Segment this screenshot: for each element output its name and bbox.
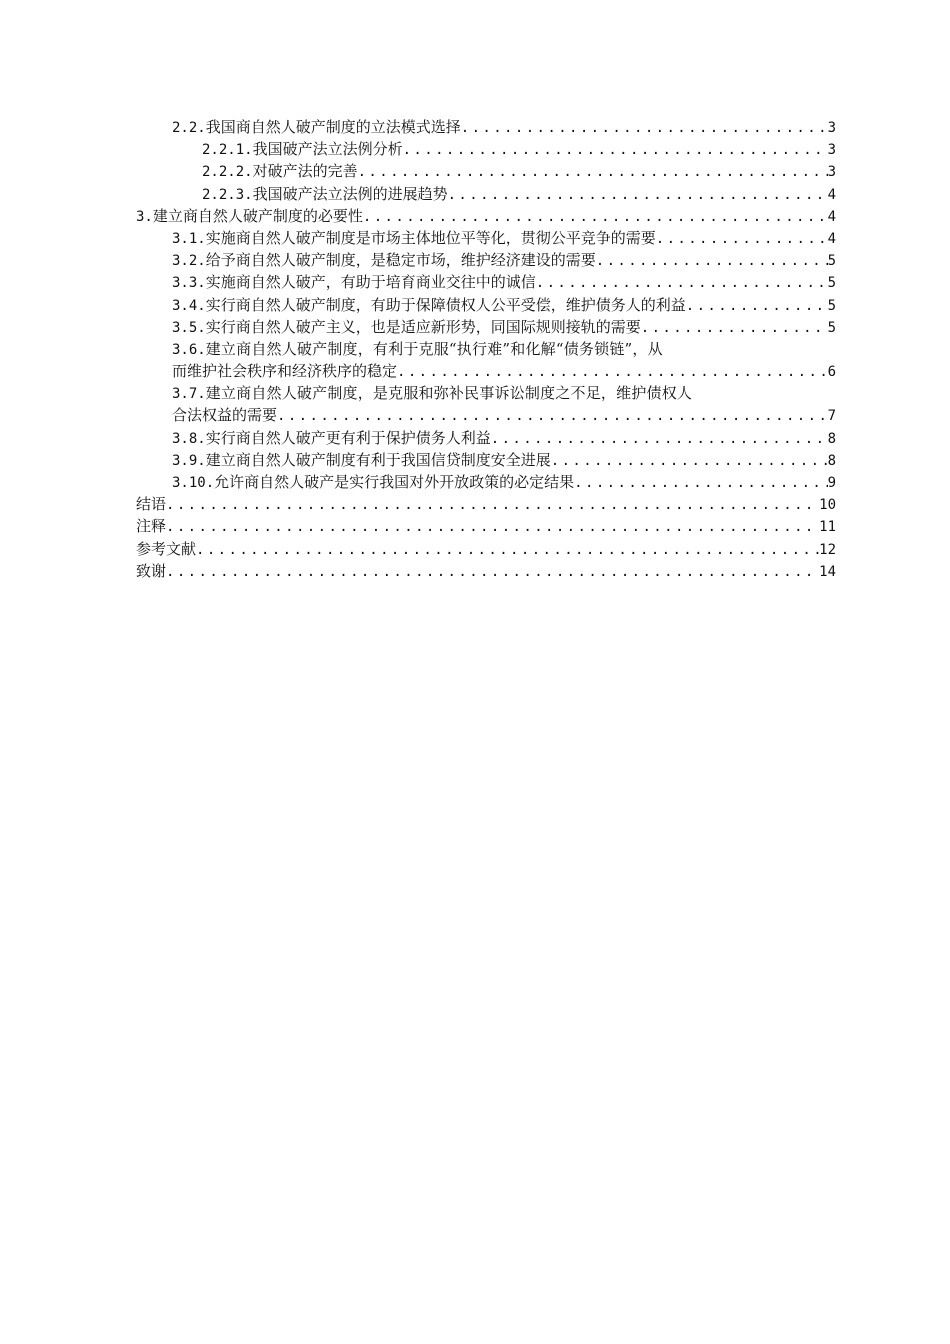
toc-entry-2-2-2[interactable] — [136, 160, 836, 182]
toc-number: 3.6. — [172, 341, 206, 358]
toc-page-number: 12 — [819, 541, 836, 558]
toc-title-line1: 建立商自然人破产制度，有利于克服“执行难”和化解“债务锁链”，从 — [205, 339, 663, 358]
toc-entry-3-4[interactable] — [136, 294, 836, 316]
table-of-contents — [136, 116, 836, 582]
toc-entry-3[interactable] — [136, 205, 836, 227]
toc-page-number: 5 — [827, 275, 836, 292]
toc-title-line2: 而维护社会秩序和经济秩序的稳定 — [172, 362, 398, 381]
toc-number: 2.2.2. — [202, 164, 253, 181]
toc-leader-dots — [358, 161, 828, 183]
toc-title: 我国破产法立法例分析 — [252, 140, 403, 159]
toc-page-number: 3 — [827, 120, 836, 136]
toc-entry-first-line — [136, 382, 836, 404]
toc-title: 允许商自然人破产是实行我国对外开放政策的必定结果 — [214, 473, 575, 491]
toc-leader-dots — [277, 405, 828, 427]
toc-page-number: 14 — [819, 563, 836, 580]
toc-entry-3-8[interactable] — [136, 427, 836, 449]
toc-page-number: 5 — [827, 319, 836, 336]
toc-title: 结语 — [136, 495, 167, 514]
toc-entry-3-10[interactable] — [136, 471, 836, 493]
toc-entry-3-3[interactable] — [136, 271, 836, 293]
toc-entry-3-2[interactable] — [136, 249, 836, 271]
toc-page-number: 8 — [827, 430, 836, 447]
toc-title: 实行商自然人破产制度，有助于保障债权人公平受偿，维护债务人的利益 — [205, 295, 686, 314]
toc-number: 3.5. — [172, 319, 206, 336]
toc-title: 建立商自然人破产制度的必要性 — [152, 206, 363, 225]
toc-entry-conclusion[interactable] — [136, 493, 836, 515]
toc-page-number: 6 — [827, 364, 836, 381]
toc-page-number: 9 — [827, 475, 836, 491]
toc-entry-2-2[interactable] — [136, 116, 836, 138]
toc-page-number: 3 — [827, 142, 836, 159]
toc-number: 3.2. — [172, 253, 206, 270]
toc-leader-dots — [397, 361, 828, 383]
toc-title: 实行商自然人破产主义，也是适应新形势，同国际规则接轨的需要 — [205, 317, 641, 336]
toc-number: 3.10. — [172, 475, 215, 491]
toc-number: 2.2.3. — [202, 186, 253, 203]
toc-leader-dots — [363, 206, 828, 228]
toc-entry-3-9[interactable] — [136, 449, 836, 471]
toc-number: 2.2.1. — [202, 142, 253, 159]
toc-entry-acknowledgements[interactable] — [136, 560, 836, 582]
toc-entry-2-2-1[interactable] — [136, 138, 836, 160]
toc-title: 给予商自然人破产制度，是稳定市场，维护经济建设的需要 — [205, 251, 596, 270]
toc-leader-dots — [448, 184, 828, 206]
toc-page-number: 7 — [827, 408, 836, 425]
toc-page-number: 4 — [827, 230, 836, 247]
toc-page-number: 4 — [827, 208, 836, 225]
toc-title-line2: 合法权益的需要 — [172, 406, 278, 425]
toc-leader-dots — [596, 250, 828, 272]
toc-title: 实施商自然人破产，有助于培育商业交往中的诚信 — [205, 273, 536, 292]
toc-number: 3.1. — [172, 230, 206, 247]
toc-number: 3.9. — [172, 452, 206, 469]
toc-entry-3-5[interactable] — [136, 316, 836, 338]
toc-page-number: 10 — [819, 497, 836, 514]
toc-entry-3-6[interactable] — [136, 338, 836, 382]
toc-entry-3-7[interactable] — [136, 382, 836, 426]
toc-number: 3.8. — [172, 430, 206, 447]
toc-leader-dots — [491, 428, 828, 450]
toc-entry-second-line — [136, 404, 836, 426]
toc-entry-references[interactable] — [136, 538, 836, 560]
toc-entry-notes[interactable] — [136, 515, 836, 537]
toc-title: 注释 — [136, 517, 167, 536]
toc-leader-dots — [656, 228, 828, 250]
toc-number: 2.2. — [172, 120, 206, 136]
toc-number: 3.4. — [172, 297, 206, 314]
toc-leader-dots — [686, 295, 828, 317]
toc-entry-second-line — [136, 360, 836, 382]
toc-leader-dots — [166, 561, 819, 583]
toc-entry-2-2-3[interactable] — [136, 183, 836, 205]
toc-page-number: 5 — [827, 253, 836, 270]
toc-page-number: 5 — [827, 297, 836, 314]
toc-title: 我国破产法立法例的进展趋势 — [252, 184, 448, 203]
toc-leader-dots — [403, 139, 828, 161]
toc-title: 对破产法的完善 — [252, 162, 358, 181]
toc-leader-dots — [196, 539, 819, 561]
toc-page-number: 3 — [827, 164, 836, 181]
toc-number: 3.7. — [172, 386, 206, 403]
toc-page-number: 8 — [827, 452, 836, 469]
toc-entry-first-line — [136, 338, 836, 360]
toc-title: 我国商自然人破产制度的立法模式选择 — [205, 118, 461, 136]
toc-page-number: 4 — [827, 186, 836, 203]
toc-title: 实施商自然人破产制度是市场主体地位平等化，贯彻公平竞争的需要 — [205, 228, 656, 247]
toc-title: 参考文献 — [136, 539, 197, 558]
toc-number: 3.3. — [172, 275, 206, 292]
toc-title: 建立商自然人破产制度有利于我国信贷制度安全进展 — [205, 450, 551, 469]
toc-title: 实行商自然人破产更有利于保护债务人利益 — [205, 428, 491, 447]
toc-page-number: 11 — [819, 519, 836, 536]
toc-leader-dots — [641, 317, 828, 339]
toc-leader-dots — [536, 272, 828, 294]
toc-leader-dots — [461, 117, 828, 139]
toc-title: 致谢 — [136, 561, 167, 580]
toc-leader-dots — [551, 450, 828, 472]
toc-entry-3-1[interactable] — [136, 227, 836, 249]
toc-leader-dots — [166, 516, 819, 538]
toc-title-line1: 建立商自然人破产制度，是克服和弥补民事诉讼制度之不足，维护债权人 — [205, 384, 693, 403]
toc-number: 3. — [136, 208, 153, 225]
toc-leader-dots — [574, 472, 827, 494]
toc-leader-dots — [166, 494, 819, 516]
